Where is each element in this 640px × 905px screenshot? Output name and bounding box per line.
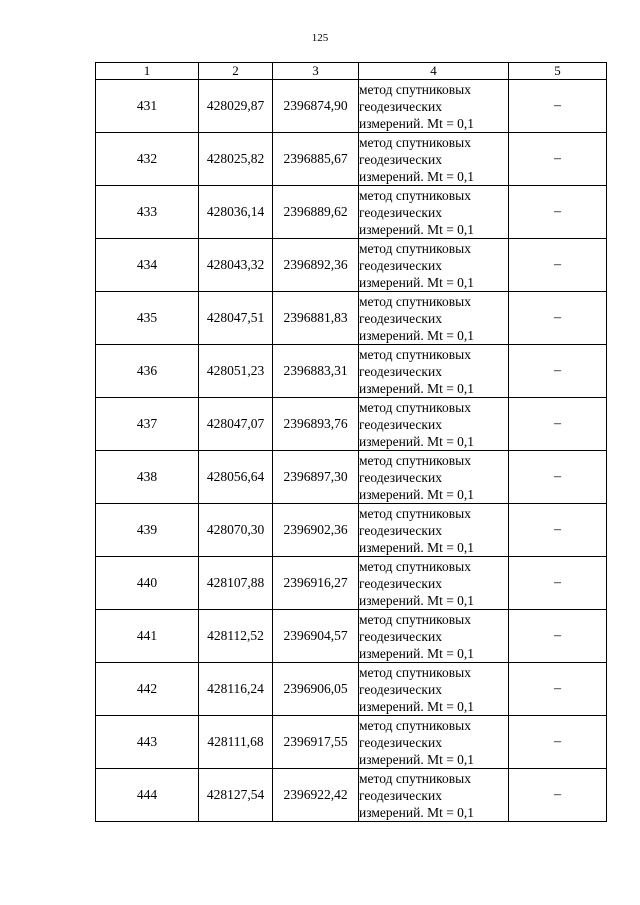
method-line-3: измерений. Mt = 0,1 [359, 804, 475, 820]
method-line-1: метод спутниковых [359, 558, 471, 574]
method-line-3: измерений. Mt = 0,1 [359, 274, 475, 290]
method-line-1: метод спутниковых [359, 399, 471, 415]
point-number: 443 [96, 716, 199, 769]
method-line-1: метод спутниковых [359, 240, 471, 256]
table-row [96, 133, 607, 186]
method-line-1: метод спутниковых [359, 293, 471, 309]
table-row [96, 186, 607, 239]
point-number: 437 [96, 398, 199, 451]
method-line-2: геодезических [359, 681, 442, 697]
note-cell: – [509, 80, 607, 133]
page-number: 125 [311, 32, 329, 44]
method-description [359, 292, 509, 345]
coord-y: 2396889,62 [273, 186, 359, 239]
coordinates-table [95, 62, 607, 822]
method-line-3: измерений. Mt = 0,1 [359, 751, 475, 767]
table-row [96, 292, 607, 345]
coord-x: 428029,87 [199, 80, 273, 133]
table-row [96, 239, 607, 292]
method-line-1: метод спутниковых [359, 452, 471, 468]
coord-x: 428127,54 [199, 769, 273, 822]
method-description [359, 186, 509, 239]
method-line-1: метод спутниковых [359, 505, 471, 521]
coord-y: 2396904,57 [273, 610, 359, 663]
method-line-1: метод спутниковых [359, 611, 471, 627]
point-number: 435 [96, 292, 199, 345]
method-line-3: измерений. Mt = 0,1 [359, 539, 475, 555]
coord-y: 2396902,36 [273, 504, 359, 557]
note-cell: – [509, 292, 607, 345]
method-line-2: геодезических [359, 522, 442, 538]
method-line-2: геодезических [359, 575, 442, 591]
note-cell: – [509, 451, 607, 504]
method-line-2: геодезических [359, 416, 442, 432]
table-body [96, 80, 607, 822]
method-line-2: геодезических [359, 151, 442, 167]
header-col-3: 3 [273, 63, 359, 80]
method-line-2: геодезических [359, 628, 442, 644]
coord-x: 428116,24 [199, 663, 273, 716]
note-cell: – [509, 557, 607, 610]
coord-y: 2396906,05 [273, 663, 359, 716]
method-description [359, 451, 509, 504]
coord-y: 2396922,42 [273, 769, 359, 822]
table-header [96, 63, 607, 80]
header-col-2: 2 [199, 63, 273, 80]
table-row [96, 504, 607, 557]
method-line-3: измерений. Mt = 0,1 [359, 698, 475, 714]
method-line-2: геодезических [359, 734, 442, 750]
header-row [96, 63, 607, 80]
point-number: 434 [96, 239, 199, 292]
method-line-1: метод спутниковых [359, 664, 471, 680]
method-line-1: метод спутниковых [359, 81, 471, 97]
table-row [96, 398, 607, 451]
coord-y: 2396881,83 [273, 292, 359, 345]
coord-y: 2396897,30 [273, 451, 359, 504]
coord-x: 428111,68 [199, 716, 273, 769]
method-line-2: геодезических [359, 469, 442, 485]
table-row [96, 716, 607, 769]
method-line-3: измерений. Mt = 0,1 [359, 115, 475, 131]
method-line-2: геодезических [359, 787, 442, 803]
point-number: 436 [96, 345, 199, 398]
coord-x: 428036,14 [199, 186, 273, 239]
coord-y: 2396893,76 [273, 398, 359, 451]
method-description [359, 663, 509, 716]
point-number: 438 [96, 451, 199, 504]
note-cell: – [509, 398, 607, 451]
note-cell: – [509, 769, 607, 822]
method-line-2: геодезических [359, 310, 442, 326]
coord-y: 2396885,67 [273, 133, 359, 186]
method-line-2: геодезических [359, 204, 442, 220]
note-cell: – [509, 610, 607, 663]
method-line-2: геодезических [359, 363, 442, 379]
note-cell: – [509, 133, 607, 186]
note-cell: – [509, 239, 607, 292]
note-cell: – [509, 186, 607, 239]
coord-x: 428051,23 [199, 345, 273, 398]
header-col-5: 5 [509, 63, 607, 80]
table-row [96, 345, 607, 398]
table-row [96, 610, 607, 663]
coord-x: 428025,82 [199, 133, 273, 186]
point-number: 441 [96, 610, 199, 663]
table-row [96, 557, 607, 610]
point-number: 433 [96, 186, 199, 239]
note-cell: – [509, 663, 607, 716]
table-row [96, 451, 607, 504]
header-col-4: 4 [359, 63, 509, 80]
coord-y: 2396916,27 [273, 557, 359, 610]
method-description [359, 80, 509, 133]
method-description [359, 610, 509, 663]
note-cell: – [509, 504, 607, 557]
coord-y: 2396917,55 [273, 716, 359, 769]
method-description [359, 557, 509, 610]
method-line-3: измерений. Mt = 0,1 [359, 486, 475, 502]
point-number: 431 [96, 80, 199, 133]
point-number: 432 [96, 133, 199, 186]
method-description [359, 345, 509, 398]
method-line-3: измерений. Mt = 0,1 [359, 433, 475, 449]
coord-x: 428043,32 [199, 239, 273, 292]
coord-x: 428107,88 [199, 557, 273, 610]
method-description [359, 716, 509, 769]
method-line-3: измерений. Mt = 0,1 [359, 168, 475, 184]
method-line-1: метод спутниковых [359, 346, 471, 362]
table-row [96, 769, 607, 822]
method-line-1: метод спутниковых [359, 770, 471, 786]
method-description [359, 504, 509, 557]
method-line-3: измерений. Mt = 0,1 [359, 592, 475, 608]
method-description [359, 398, 509, 451]
method-line-1: метод спутниковых [359, 717, 471, 733]
point-number: 439 [96, 504, 199, 557]
note-cell: – [509, 345, 607, 398]
method-line-3: измерений. Mt = 0,1 [359, 380, 475, 396]
coord-x: 428047,07 [199, 398, 273, 451]
note-cell: – [509, 716, 607, 769]
header-col-1: 1 [96, 63, 199, 80]
method-description [359, 239, 509, 292]
point-number: 442 [96, 663, 199, 716]
method-line-3: измерений. Mt = 0,1 [359, 327, 475, 343]
table-row [96, 663, 607, 716]
method-line-3: измерений. Mt = 0,1 [359, 645, 475, 661]
coord-y: 2396883,31 [273, 345, 359, 398]
coord-y: 2396874,90 [273, 80, 359, 133]
method-line-2: геодезических [359, 257, 442, 273]
coord-x: 428056,64 [199, 451, 273, 504]
table-row [96, 80, 607, 133]
method-description [359, 133, 509, 186]
coord-y: 2396892,36 [273, 239, 359, 292]
method-description [359, 769, 509, 822]
method-line-1: метод спутниковых [359, 134, 471, 150]
coord-x: 428070,30 [199, 504, 273, 557]
method-line-2: геодезических [359, 98, 442, 114]
coord-x: 428112,52 [199, 610, 273, 663]
method-line-1: метод спутниковых [359, 187, 471, 203]
coord-x: 428047,51 [199, 292, 273, 345]
point-number: 440 [96, 557, 199, 610]
point-number: 444 [96, 769, 199, 822]
method-line-3: измерений. Mt = 0,1 [359, 221, 475, 237]
